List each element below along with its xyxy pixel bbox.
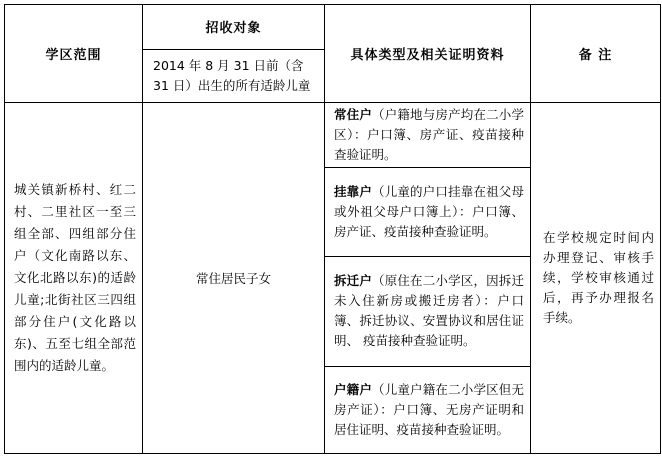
type-desc: （儿童的户口挂靠在祖父母或外祖父母户口簿上）：户口簿、房产证、疫苗接种查验证明。 (334, 183, 524, 239)
type-name: 户籍户 (334, 381, 373, 397)
enroll-target-header: 招收对象 (143, 5, 325, 50)
type-affiliated (325, 167, 531, 256)
type-relocated (325, 256, 531, 366)
type-resident (325, 102, 531, 167)
docs-header: 具体类型及相关证明资料 (325, 5, 531, 103)
enrollment-table (4, 4, 661, 454)
district-scope: 城关镇新桥村、红二村、二里社区一至三组全部、四组部分住户（文化南路以东、文化北路以东)的适龄儿童;北街社区三四组部分住户(文化路以东)、五至七组全部范围内的适龄儿童。 (5, 102, 143, 454)
type-registered (325, 366, 531, 453)
resident-type: 常住居民子女 (143, 102, 325, 454)
type-desc: （原住在二小学区，因拆迁未入住新房或搬迁房者）：户口簿、拆迁协议、安置协议和居住证明、 疫苗接种查验证明。 (334, 273, 524, 349)
district-header: 学区范围 (5, 5, 143, 103)
type-name: 常住户 (334, 106, 373, 122)
type-name: 挂靠户 (334, 183, 373, 199)
remarks-header: 备 注 (531, 5, 661, 103)
type-name: 拆迁户 (334, 273, 373, 289)
type-desc: （户籍地与房产均在二小学区）：户口簿、房产证、疫苗接种查验证明。 (334, 106, 524, 162)
age-condition: 2014 年 8 月 31 日前（含 31 日）出生的所有适龄儿童 (143, 49, 325, 102)
type-desc: （儿童户籍在二小学区但无房产证）：户口簿、无房产证明和居住证明、疫苗接种查验证明。 (334, 381, 524, 437)
remarks: 在学校规定时间内办理登记、审核手续，学校审核通过后，再予办理报名手续。 (531, 102, 661, 454)
